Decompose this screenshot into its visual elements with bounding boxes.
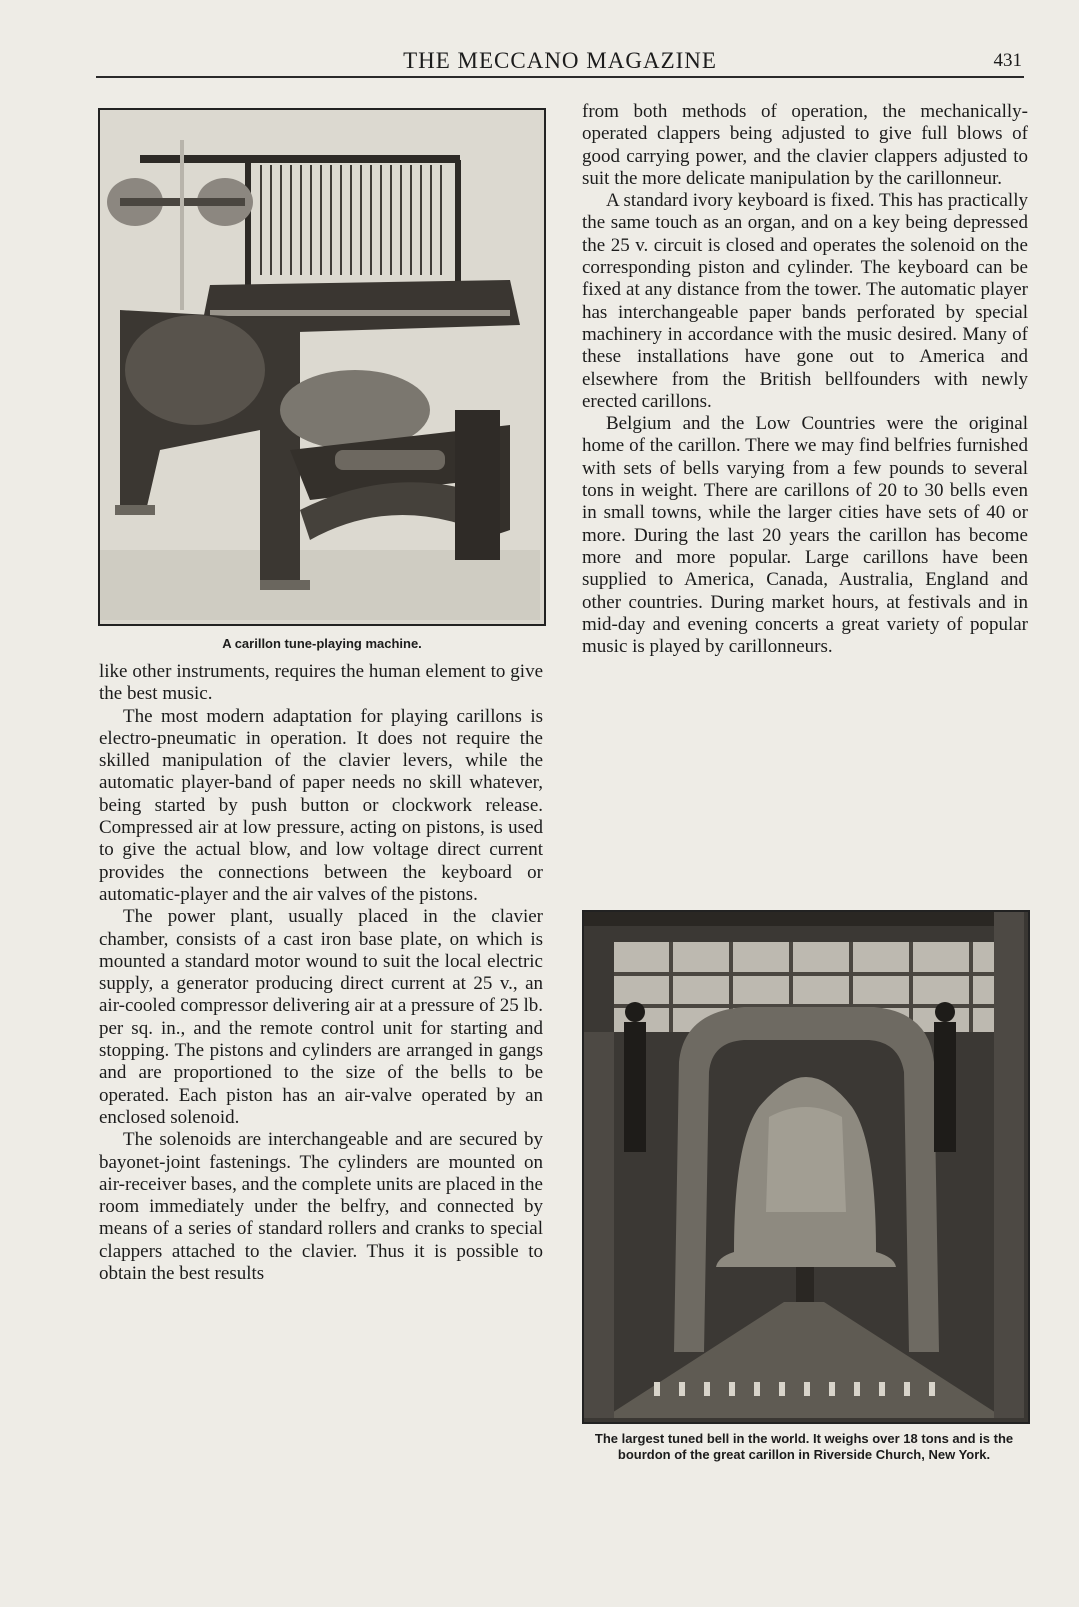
paragraph: The solenoids are interchangeable and are secured by bayonet-joint fastenings. The cylinders are mounted on air-receiver bases, and the complete units are placed in the room immediately under the belfry, and connected by means of a series of standard rollers and cranks to special clappers attached to the clavier. Thus it is possible to obtain the best results [99, 1129, 543, 1285]
paragraph: A standard ivory keyboard is fixed. This has practically the same touch as an organ, and on a key being depressed the 25 v. circuit is closed and operates the solenoid on the corresponding piston and cylinder. The keyboard can be fixed at any distance from the tower. The automatic player has interchangeable paper bands perforated by special machinery in accordance with the music desired. Many of these installations have gone out to America and elsewhere from the British bellfounders with newly erected carillons. [582, 190, 1028, 412]
magazine-title: THE MECCANO MAGAZINE [403, 48, 717, 73]
paragraph: like other instruments, requires the human element to give the best music. [99, 661, 543, 705]
running-head [96, 48, 1024, 78]
page-number: 431 [993, 50, 1022, 71]
right-column [582, 101, 1028, 658]
figure-caption-bell: The largest tuned bell in the world. It weighs over 18 tons and is the bourdon of the great carillon in Riverside Church, New York. [594, 1431, 1014, 1462]
bourdon-bell-photo [582, 910, 1030, 1424]
paragraph: from both methods of operation, the mechanically-operated clappers being adjusted to give full blows of good carrying power, and the clavier clappers adjusted to suit the more delicate manipulation by the carillonneur. [582, 101, 1028, 189]
left-column [99, 661, 543, 1285]
paragraph: Belgium and the Low Countries were the original home of the carillon. There we may find belfries furnished with sets of bells varying from a few pounds to several tons in weight. There are carillons of 20 to 30 bells even in small towns, while the larger cities have sets of 40 or more. During the last 20 years the carillon has become more and more popular. Large carillons have been supplied to America, Canada, Australia, England and other countries. During market hours, at festivals and in mid-day and evening concerts a great variety of popular music is played by carillonneurs. [582, 413, 1028, 658]
paragraph: The most modern adaptation for playing carillons is electro-pneumatic in operation. It does not require the skilled manipulation of the clavier levers, while the automatic player-band of paper needs no skill whatever, being started by push button or clockwork release. Compressed air at low pressure, acting on pistons, is used to give the actual blow, and low voltage direct current provides the connections between the keyboard or automatic-player and the air valves of the pistons. [99, 705, 543, 905]
carillon-machine-photo [98, 108, 546, 626]
figure-caption-machine: A carillon tune-playing machine. [222, 636, 422, 651]
paragraph: The power plant, usually placed in the clavier chamber, consists of a cast iron base plate, on which is mounted a standard motor wound to suit the local electric supply, a generator producing direct current at 25 v., an air-cooled compressor delivering air at a pressure of 25 lb. per sq. in., and the remote control unit for starting and stopping. The pistons and cylinders are arranged in gangs and are proportioned to the size of the bells to be operated. Each piston has an air-valve operated by an enclosed solenoid. [99, 906, 543, 1128]
